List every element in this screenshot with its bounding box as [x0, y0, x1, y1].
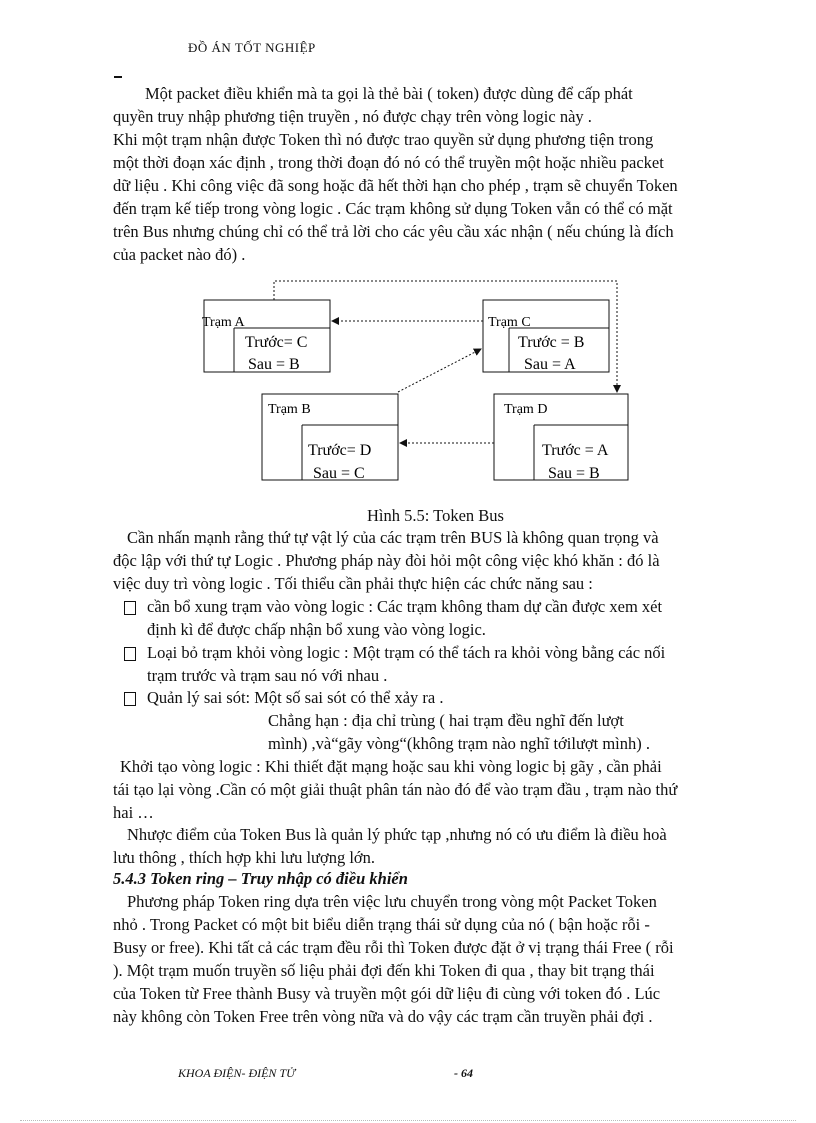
station-a-name: Trạm A [202, 315, 245, 330]
para4-line: Nhược điểm của Token Bus là quản lý phức tạp ,nhưng nó có ưu điểm là điều hoà [127, 825, 667, 844]
para5-line: nhỏ . Trong Packet có một bit biểu diễn trạng thái sử dụng của nó ( bận hoặc rỗi - [113, 915, 650, 934]
bottom-rule [20, 1120, 796, 1121]
station-b [262, 394, 398, 482]
station-d-name: Trạm D [504, 402, 548, 417]
para2-line: Cần nhấn mạnh rằng thứ tự vật lý của các trạm trên BUS là không quan trọng và [127, 528, 659, 547]
para3-line: Khởi tạo vòng logic : Khi thiết đặt mạng hoặc sau khi vòng logic bị gãy , cần phải [120, 757, 662, 776]
token-bus-diagram [0, 0, 816, 500]
station-b-next: Sau = C [313, 465, 365, 482]
station-a-prev: Trước= C [245, 334, 308, 351]
station-c-next: Sau = A [524, 356, 576, 373]
para5-line: ). Một trạm muốn truyền số liệu phải đợi đến khi Token đi qua , thay bit trạng thái [113, 961, 655, 980]
bullet-line: cần bổ xung trạm vào vòng logic : Các trạm không tham dự cần được xem xét [147, 597, 663, 616]
para1-line: Một packet điều khiển mà ta gọi là thẻ bài ( token) được dùng để cấp phát [145, 84, 633, 103]
para3-line: tái tạo lại vòng .Cần có một giải thuật phân tán nào đó để vào trạm đầu , trạm nào thứ [113, 780, 678, 799]
para5-line: Phương pháp Token ring dựa trên việc lưu chuyển trong vòng một Packet Token [127, 892, 657, 911]
para1-line: quyền truy nhập phương tiện truyền , nó được chạy trên vòng logic này . [113, 107, 592, 126]
para4-line: lưu thông , thích hợp khi lưu lượng lớn. [113, 848, 376, 867]
station-b-name: Trạm B [268, 402, 311, 417]
bullet-line: Quản lý sai sót: Một số sai sót có thể xảy ra . [147, 688, 444, 707]
station-d-next: Sau = B [548, 465, 600, 482]
station-c-name: Trạm C [488, 315, 531, 330]
section-heading: 5.4.3 Token ring – Truy nhập có điều khiển [113, 869, 408, 888]
para1-line: trên Bus nhưng chúng chỉ có thể trả lời cho các yêu cầu xác nhận ( nếu chúng là đích [113, 222, 674, 241]
station-b-prev: Trước= D [308, 442, 372, 459]
station-a-next: Sau = B [248, 356, 300, 373]
bullet-box [124, 647, 136, 661]
station-d-prev: Trước = A [542, 442, 609, 459]
example-line: mình) ,và“gãy vòng“(không trạm nào nghĩ tớilượt mình) . [268, 734, 650, 753]
para1-line: của packet nào đó) . [113, 245, 246, 264]
para5-line: của Token từ Free thành Busy và truyền một gói dữ liệu đi cùng với token đó . Lúc [113, 984, 661, 1003]
page-header: ĐỒ ÁN TỐT NGHIỆP [188, 40, 316, 55]
para1-line: Khi một trạm nhận được Token thì nó được trao quyền sử dụng phương tiện trong [113, 130, 654, 149]
para1-line: một thời đoạn xác định , trong thời đoạn đó nó có thể truyền một hoặc nhiều packet [113, 153, 664, 172]
para1-line: đến trạm kế tiếp trong vòng logic . Các trạm không sử dụng Token vẫn có thể có mặt [113, 199, 673, 218]
station-d [494, 394, 628, 482]
figure-caption: Hình 5.5: Token Bus [367, 506, 504, 525]
bullet-line: Loại bỏ trạm khỏi vòng logic : Một trạm có thể tách ra khỏi vòng bằng các nối [147, 643, 666, 662]
para1-line: dữ liệu . Khi công việc đã song hoặc đã hết thời hạn cho phép , trạm sẽ chuyển Token [113, 176, 678, 195]
station-c [483, 300, 609, 373]
para3-line: hai … [113, 803, 154, 822]
para2-line: việc duy trì vòng logic . Tối thiểu cần phải thực hiện các chức năng sau : [113, 574, 593, 593]
footer-department: KHOA ĐIỆN- ĐIỆN TỬ [178, 1066, 296, 1080]
bullet-box [124, 692, 136, 706]
para2-line: độc lập với thứ tự Logic . Phương pháp này đòi hỏi một công việc khó khăn : đó là [113, 551, 660, 570]
station-a [202, 300, 330, 373]
bullet-line: trạm trước và trạm sau nó với nhau . [147, 666, 388, 685]
para5-line: Busy or free). Khi tất cả các trạm đều rỗi thì Token được đặt ở vị trạng thái Free ( rỗi [113, 938, 674, 957]
footer-page-number: - 64 [454, 1066, 473, 1080]
bullet-line: định kì để được chấp nhận bổ xung vào vòng logic. [147, 620, 486, 639]
bullet-box [124, 601, 136, 615]
station-c-prev: Trước = B [518, 334, 585, 351]
para5-line: này không còn Token Free trên vòng nữa và do vậy các trạm cần truyền phải đợi . [113, 1007, 653, 1026]
example-line: Chẳng hạn : địa chỉ trùng ( hai trạm đều nghĩ đến lượt [268, 711, 624, 730]
